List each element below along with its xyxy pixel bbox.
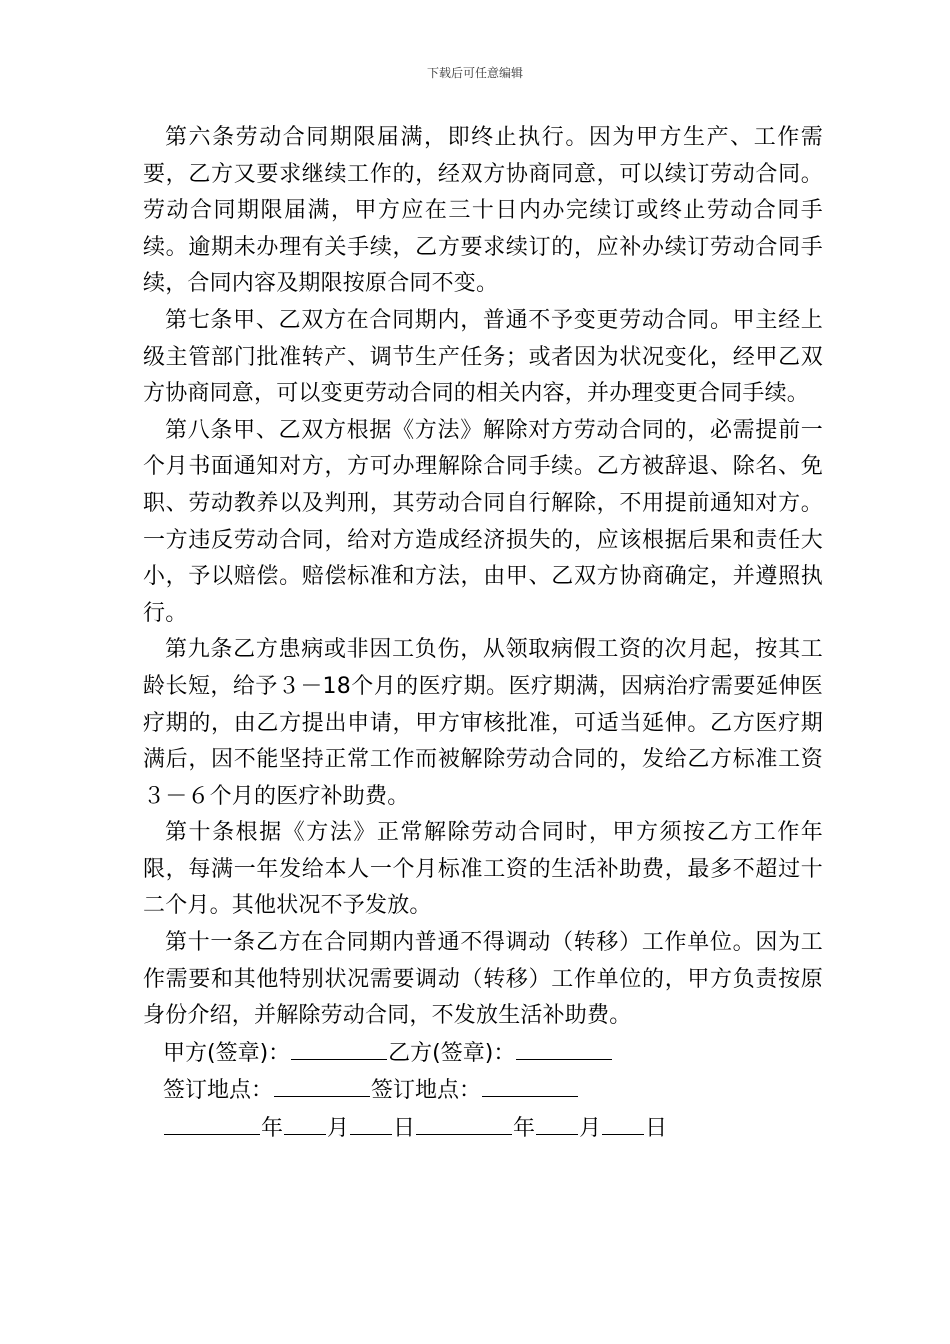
paragraph-article-6: 第六条劳动合同期限届满，即终止执行。因为甲方生产、工作需要，乙方又要求继续工作的，经双方协商同意，可以续订劳动合同。劳动合同期限届满，甲方应在三十日内办完续订或终止劳动合同手续。逾期未办理有关手续，乙方要求续订的，应补办续订劳动合同手续，合同内容及期限按原合同不变。: [143, 125, 823, 297]
date-b-day-label: 日: [645, 1116, 668, 1142]
party-b-signature-blank: [516, 1035, 612, 1060]
place-a-label: 签订地点：: [163, 1078, 274, 1104]
place-a-blank: [274, 1072, 370, 1097]
party-a-signature-label: 甲方(签章)：: [163, 1040, 291, 1066]
place-b-label: 签订地点：: [371, 1078, 482, 1104]
signature-line: [143, 1035, 823, 1073]
date-b-month-blank: [536, 1110, 578, 1135]
paragraph-article-11: 第十一条乙方在合同期内普通不得调动（转移）工作单位。因为工作需要和其他特别状况需要调动（转移）工作单位的，甲方负责按原身份介绍，并解除劳动合同，不发放生活补助费。: [143, 930, 823, 1029]
paragraph-article-8: 第八条甲、乙双方根据《方法》解除对方劳动合同的，必需提前一个月书面通知对方，方可办理解除合同手续。乙方被辞退、除名、免职、劳动教养以及判刑，其劳动合同自行解除，不用提前通知对方。一方违反劳动合同，给对方造成经济损失的，应该根据后果和责任大小，予以赔偿。赔偿标准和方法，由甲、乙双方协商确定，并遵照执行。: [143, 417, 823, 626]
date-a-year-label: 年: [261, 1116, 284, 1142]
paragraph-article-7: 第七条甲、乙双方在合同期内，普通不予变更劳动合同。甲主经上级主管部门批准转产、调节生产任务；或者因为状况变化，经甲乙双方协商同意，可以变更劳动合同的相关内容，并办理变更合同手续。: [143, 307, 823, 407]
header-note: 下载后可任意编辑: [426, 66, 523, 80]
date-a-day-label: 日: [393, 1116, 416, 1142]
date-a-month-label: 月: [327, 1116, 350, 1142]
party-a-signature-blank: [291, 1035, 387, 1060]
date-b-month-label: 月: [579, 1116, 602, 1142]
paragraph-article-9: 第九条乙方患病或非因工负伤，从领取病假工资的次月起，按其工龄长短，给予３－18个月的医疗期。医疗期满，因病治疗需要延伸医疗期的，由乙方提出申请，甲方审核批准，可适当延伸。乙方医疗期满后，因不能坚持正常工作而被解除劳动合同的，发给乙方标准工资３－６个月的医疗补助费。: [143, 637, 823, 809]
signing-place-line: [143, 1072, 823, 1110]
date-a-year-blank: [164, 1110, 260, 1135]
paragraph-article-10: 第十条根据《方法》正常解除劳动合同时，甲方须按乙方工作年限，每满一年发给本人一个月标准工资的生活补助费，最多不超过十二个月。其他状况不予发放。: [143, 820, 823, 919]
date-b-year-label: 年: [513, 1116, 536, 1142]
date-b-day-blank: [602, 1110, 644, 1135]
document-body: [143, 120, 823, 1148]
party-b-signature-label: 乙方(签章)：: [388, 1040, 516, 1066]
place-b-blank: [482, 1072, 578, 1097]
date-line: [143, 1110, 823, 1148]
date-a-day-blank: [350, 1110, 392, 1135]
date-b-year-blank: [416, 1110, 512, 1135]
date-a-month-blank: [284, 1110, 326, 1135]
